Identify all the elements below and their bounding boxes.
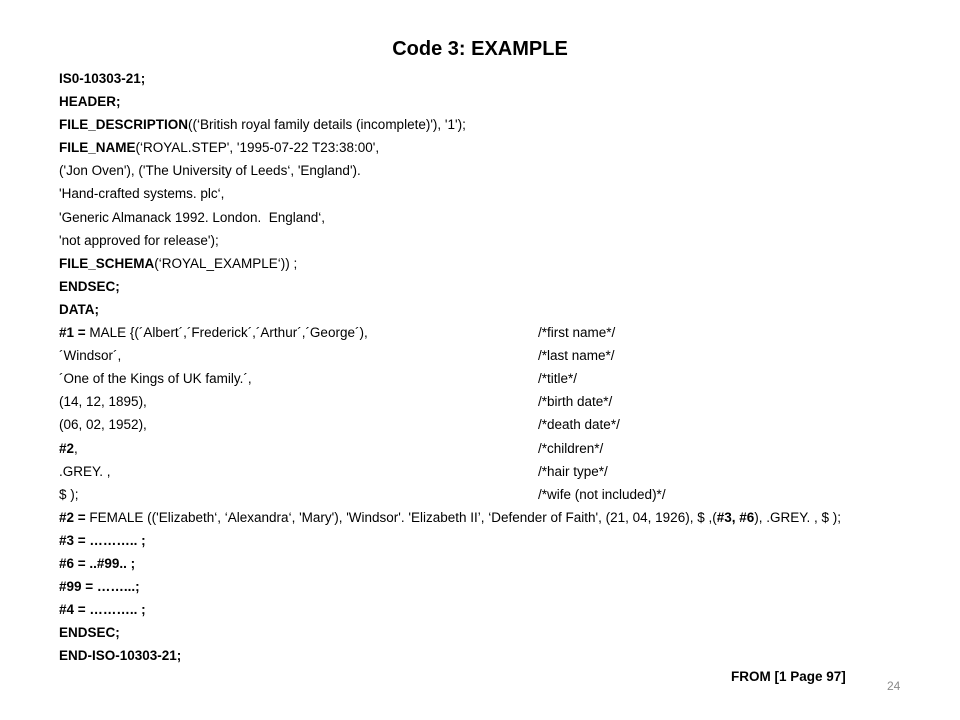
code-comment: /*title*/ [538, 371, 578, 387]
code-text: .GREY. , [59, 463, 111, 479]
code-keyword: FILE_SCHEMA [59, 255, 155, 271]
code-line [59, 344, 939, 367]
code-comment: /*birth date*/ [538, 394, 613, 410]
slide-title: Code 3: EXAMPLE [392, 38, 568, 60]
code-text: ´Windsor´, [59, 348, 122, 364]
code-keyword: ENDSEC; [59, 625, 120, 641]
code-line [59, 229, 939, 252]
code-text: (14, 12, 1895), [59, 394, 147, 410]
code-text: ((‘British royal family details (incomplete)'), '1'); [188, 117, 466, 133]
code-keyword: FILE_DESCRIPTION [59, 117, 189, 133]
code-text: , [74, 440, 78, 456]
code-text: 'Hand-crafted systems. plc‘, [59, 186, 225, 202]
code-keyword: #2 [59, 440, 75, 456]
code-text: ´One of the Kings of UK family.´, [59, 371, 252, 387]
code-text: (06, 02, 1952), [59, 417, 147, 433]
code-line [59, 67, 939, 90]
code-line [59, 136, 939, 159]
code-text: ('Jon Oven'), ('The University of Leeds‘, 'England'). [59, 163, 361, 179]
code-keyword: DATA; [59, 301, 99, 317]
code-line [59, 575, 939, 598]
code-keyword: FILE_NAME [59, 140, 136, 156]
code-line [59, 321, 939, 344]
code-keyword: #99 = ……...; [59, 579, 140, 595]
code-comment: /*hair type*/ [538, 463, 608, 479]
code-line [59, 644, 939, 667]
code-text: FEMALE (('Elizabeth‘, ‘Alexandra‘, 'Mary'), 'Windsor'. 'Elizabeth II’, ‘Defender of Faith', (21, 04, 1926), $ ,( [89, 509, 717, 525]
code-keyword: #4 = ……….. ; [59, 602, 146, 618]
code-comment: /*wife (not included)*/ [538, 486, 666, 502]
code-line [59, 483, 939, 506]
code-text: (‘ROYAL.STEP', '1995-07-22 T23:38:00', [135, 140, 380, 156]
code-listing [59, 67, 939, 667]
code-comment: /*death date*/ [538, 417, 620, 433]
code-text: ), .GREY. , $ ); [754, 509, 842, 525]
code-line [59, 182, 939, 205]
code-line [59, 506, 939, 529]
code-keyword: #3 = ……….. ; [59, 532, 146, 548]
code-line [59, 598, 939, 621]
source-citation: FROM [1 Page 97] [731, 669, 846, 684]
code-line [59, 159, 939, 182]
code-line [59, 252, 939, 275]
code-line [59, 298, 939, 321]
code-line [59, 460, 939, 483]
code-text: MALE {(´Albert´,´Frederick´,´Arthur´,´George´), [89, 325, 368, 341]
code-line [59, 206, 939, 229]
code-line [59, 367, 939, 390]
code-keyword: ENDSEC; [59, 278, 120, 294]
code-line [59, 113, 939, 136]
code-keyword: IS0-10303-21; [59, 71, 146, 86]
code-text: (‘ROYAL_EXAMPLE‘)) ; [154, 255, 298, 271]
code-line [59, 552, 939, 575]
code-keyword: #3, #6 [716, 509, 755, 525]
code-keyword: #1 = [59, 325, 90, 341]
code-keyword: END-ISO-10303-21; [59, 648, 182, 664]
page-number: 24 [887, 679, 901, 693]
code-comment: /*last name*/ [538, 348, 615, 364]
code-text: 'Generic Almanack 1992. London. England‘, [59, 209, 326, 225]
code-keyword: #2 = [59, 509, 90, 525]
code-text: 'not approved for release'); [59, 232, 219, 248]
code-comment: /*children*/ [538, 440, 604, 456]
code-keyword: HEADER; [59, 94, 121, 110]
code-line [59, 413, 939, 436]
code-line [59, 437, 939, 460]
code-line [59, 275, 939, 298]
code-keyword: #6 = ..#99.. ; [59, 555, 136, 571]
code-line [59, 390, 939, 413]
code-line [59, 529, 939, 552]
code-line [59, 90, 939, 113]
code-text: $ ); [59, 486, 79, 502]
code-comment: /*first name*/ [538, 325, 616, 341]
code-line [59, 621, 939, 644]
